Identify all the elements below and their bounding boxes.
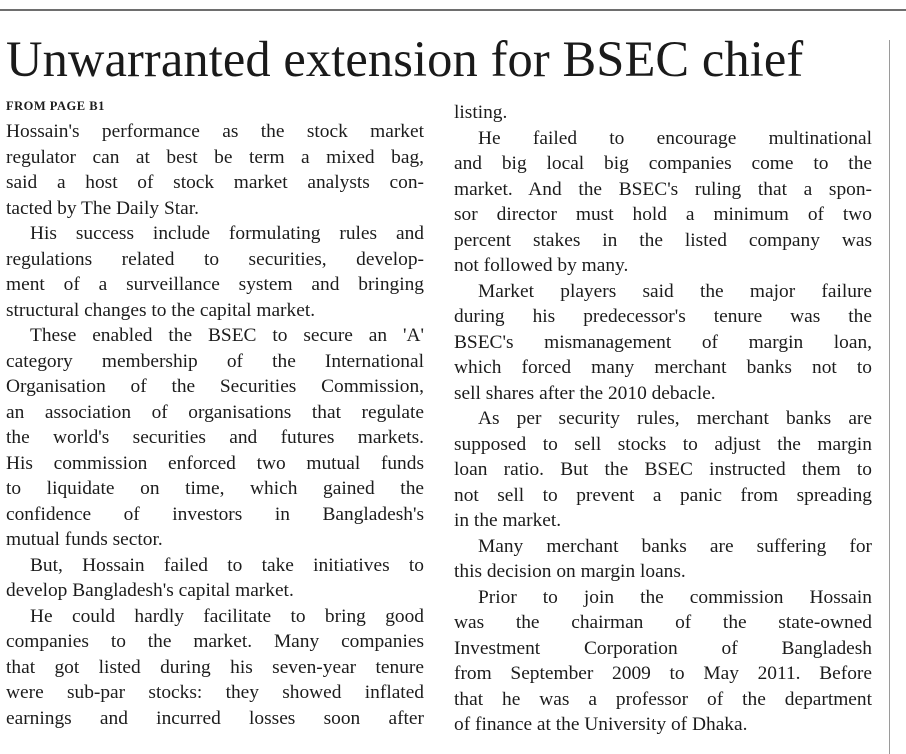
article-text-line: Market players said the major failure <box>478 280 872 302</box>
article-column-left <box>6 119 424 731</box>
article-text-line: mutual funds sector. <box>6 529 163 550</box>
article-text-line: that he was a professor of the department <box>454 688 872 710</box>
article-text-line: structural changes to the capital market. <box>6 299 316 321</box>
continuation-kicker: FROM PAGE B1 <box>6 99 105 113</box>
article-text-line: loan ratio. But the BSEC instructed them to <box>454 459 872 480</box>
column-divider-rule <box>889 40 890 754</box>
article-text-line: of finance at the University of Dhaka. <box>454 714 748 735</box>
article-text-line: regulations related to securities, develop- <box>6 248 424 270</box>
article-text-line: the world's securities and futures markets. <box>6 427 424 448</box>
article-text-line: sell shares after the 2010 debacle. <box>454 382 716 404</box>
article-text-line: from September 2009 to May 2011. Before <box>454 663 872 684</box>
article-text-line: earnings and incurred losses soon after <box>6 707 424 729</box>
article-text-line: and big local big companies come to the <box>454 153 872 174</box>
article-text-line: These enabled the BSEC to secure an 'A' <box>30 325 424 346</box>
article-text-line: BSEC's mismanagement of margin loan, <box>454 331 872 353</box>
article-text-line: His success include formulating rules and <box>30 223 424 244</box>
article-text-line: were sub-par stocks: they showed inflated <box>6 682 424 703</box>
article-text-line: Prior to join the commission Hossain <box>478 586 872 608</box>
article-text-line: regulator can at best be term a mixed bag, <box>6 146 424 168</box>
article-text-line: He could hardly facilitate to bring good <box>30 605 424 627</box>
article-text-line: ment of a surveillance system and bringing <box>6 274 424 295</box>
article-text-line: supposed to sell stocks to adjust the margin <box>454 433 872 455</box>
article-text-line: percent stakes in the listed company was <box>454 229 872 251</box>
article-text-line: which forced many merchant banks not to <box>454 357 872 378</box>
top-rule <box>0 9 906 11</box>
article-column-right <box>454 100 872 738</box>
article-text-line: companies to the market. Many companies <box>6 631 424 652</box>
article-text-line: Investment Corporation of Bangladesh <box>454 637 872 659</box>
article-text-line: His commission enforced two mutual funds <box>6 452 424 474</box>
article-text-line: not followed by many. <box>454 255 629 276</box>
article-text-line: was the chairman of the state-owned <box>454 612 872 633</box>
article-text-line: not sell to prevent a panic from spreading <box>454 484 872 506</box>
article-text-line: to liquidate on time, which gained the <box>6 478 424 499</box>
article-text-line: But, Hossain failed to take initiatives to <box>30 554 424 576</box>
article-text-line: develop Bangladesh's capital market. <box>6 580 294 601</box>
article-text-line: in the market. <box>454 510 562 531</box>
article-headline: Unwarranted extension for BSEC chief <box>6 31 804 87</box>
article-text-line: Organisation of the Securities Commission, <box>6 376 424 397</box>
article-text-line: confidence of investors in Bangladesh's <box>6 503 424 525</box>
article-text-line: listing. <box>454 102 508 123</box>
article-text-line: sor director must hold a minimum of two <box>454 204 872 225</box>
article-text-line: As per security rules, merchant banks are <box>478 408 872 429</box>
article-text-line: Hossain's performance as the stock market <box>6 121 424 142</box>
article-text-line: Many merchant banks are suffering for <box>478 535 872 557</box>
article-text-line: category membership of the International <box>6 350 424 372</box>
article-text-line: said a host of stock market analysts con- <box>6 172 424 193</box>
article-text-line: market. And the BSEC's ruling that a spon- <box>454 178 872 200</box>
article-text-line: an association of organisations that regulate <box>6 401 424 423</box>
article-text-line: He failed to encourage multinational <box>478 127 872 149</box>
article-text-line: that got listed during his seven-year tenure <box>6 656 424 678</box>
article-text-line: tacted by The Daily Star. <box>6 197 199 219</box>
article-text-line: during his predecessor's tenure was the <box>454 306 872 327</box>
article-text-line: this decision on margin loans. <box>454 561 686 582</box>
